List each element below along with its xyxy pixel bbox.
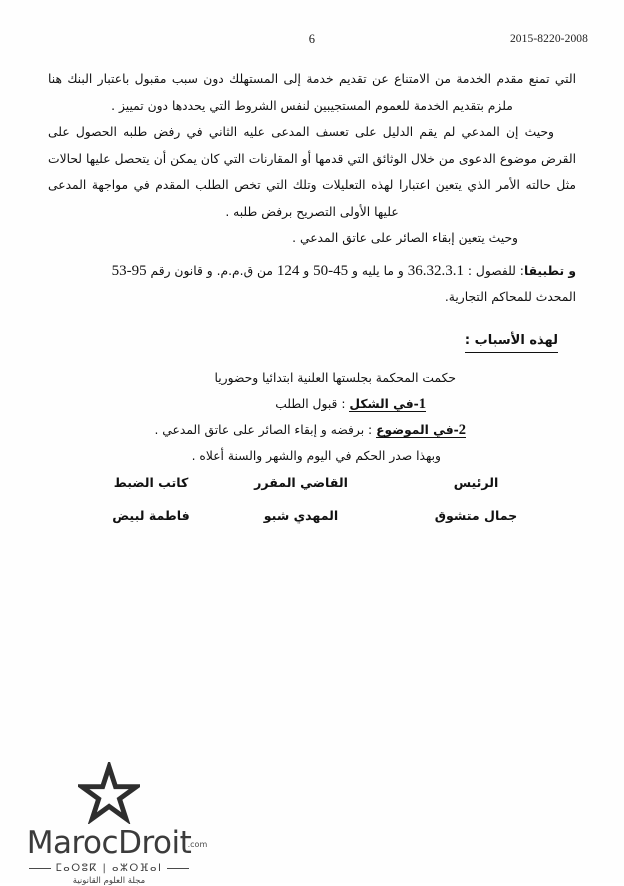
article-number-2: 45-50: [313, 262, 349, 279]
ruling-item-2-text: : برفضه و إبقاء الصائر على عاتق المدعي .: [154, 423, 377, 437]
paragraph-service-refusal: التي تمنع مقدم الخدمة من الامتناع عن تقديم خدمة إلى المستهلك دون سبب مقبول باعتبار البنك هنا ملزم بتقديم الخدمة للعموم المستجيبين لنفس الشروط التي يحددها دون تمييز .: [48, 72, 576, 113]
ruling-intro-line: حكمت المحكمة بجلستها العلنية ابتدائيا وحضوريا: [214, 371, 456, 385]
ruling-block: [48, 365, 576, 469]
article-number-1: 36.32.3.1: [407, 262, 464, 279]
article-number-3: 124: [276, 262, 300, 279]
signature-titles-row: [48, 475, 576, 490]
page-number: 6: [308, 32, 316, 46]
signature-names-row: [48, 508, 576, 523]
signature-title-president: الرئيس: [453, 475, 499, 490]
logo-wordmark-text: MarocDroit: [26, 825, 192, 861]
articles-lead-label: و تطبيقا: [523, 263, 576, 278]
signature-name-clerk: فاطمة لبيض: [112, 508, 190, 523]
signature-name-reporting-judge: المهدي شبو: [263, 508, 339, 523]
ruling-item-form: [48, 391, 576, 417]
page-header: [0, 32, 624, 52]
articles-text-2: و ما يليه و: [348, 263, 408, 278]
articles-text-3: و: [299, 263, 314, 278]
document-reference-number: 2015-8220-2008: [509, 33, 588, 45]
articles-text-4: من ق.م.م. و قانون رقم: [146, 263, 277, 278]
article-number-4: 95-53: [111, 262, 147, 279]
applicable-articles-line: [48, 258, 576, 285]
ruling-item-substance: [48, 417, 576, 443]
logo-rule-right: [167, 868, 189, 869]
logo-wordmark: [26, 825, 208, 861]
paragraph-no-evidence-of-abuse: وحيث إن المدعي لم يقم الدليل على تعسف المدعى عليه الثاني في رفض طلبه الحصول على القرض موضوع الدعوى من خلال الوثائق التي قدمها أو المقارنات التي كان يمكن أن يتحصل عليها لحالات مثل حالته الأمر الذي يتعين اعتبارا لهذه التعليلات وتلك التي تخص الطلب المقدم في مواجهة المدعى عليها الأولى التصريح برفض طلبه .: [48, 125, 576, 219]
ruling-closing-line: وبهذا صدر الحكم في اليوم والشهر والسنة أعلاه .: [191, 449, 441, 463]
articles-tail-text: المحدث للمحاكم التجارية.: [444, 290, 576, 304]
logo-arabic-tagline: مجلة العلوم القانونية: [72, 876, 146, 886]
ruling-item-2-title: -في الموضوع: [376, 423, 459, 437]
logo-tifinagh-text: ⵎⴰⵔⵓⴽ | ⴰⵣⵔⴼⴰⵏ: [55, 863, 163, 874]
paragraph-costs-on-plaintiff: وحيث يتعين إبقاء الصائر على عاتق المدعي .: [292, 231, 518, 245]
ruling-item-1-title: -في الشكل: [349, 397, 419, 411]
logo-tifinagh-row: [24, 863, 194, 874]
signature-block: [48, 475, 576, 523]
document-body: [48, 66, 576, 469]
articles-text-1: : للفصول :: [463, 263, 524, 278]
ruling-item-2-index: 2: [458, 422, 466, 438]
signature-title-clerk: كاتب الضبط: [113, 475, 189, 490]
logo-rule-left: [29, 868, 51, 869]
ruling-item-2-label: [376, 423, 466, 438]
marocdroit-logo: [24, 762, 208, 886]
for-these-reasons-heading: لهذه الأسباب :: [465, 331, 558, 353]
moroccan-star-icon: [78, 762, 140, 824]
ruling-item-1-index: 1: [418, 396, 426, 412]
signature-title-reporting-judge: القاضي المقرر: [254, 475, 348, 490]
ruling-item-1-text: : قبول الطلب: [275, 397, 350, 411]
ruling-item-1-label: [349, 397, 426, 412]
logo-tld-text: .com: [187, 840, 208, 849]
reasons-heading-container: [48, 327, 576, 354]
signature-name-president: جمال متشوق: [434, 508, 518, 523]
